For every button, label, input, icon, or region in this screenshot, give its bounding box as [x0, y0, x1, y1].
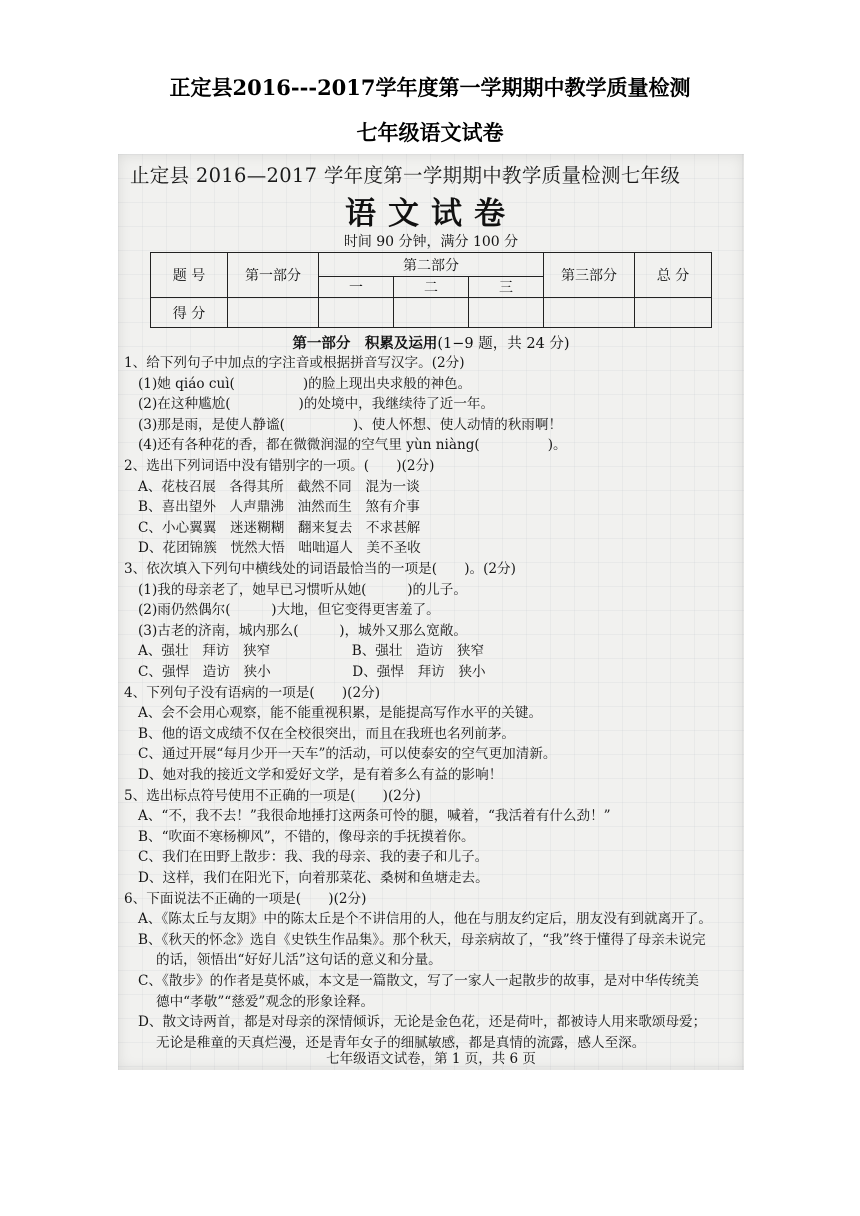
- question-line: (3)古老的济南，城内那么( )，城外又那么宽敞。: [138, 622, 467, 639]
- question-line: D、这样，我们在阳光下，向着那菜花、桑树和鱼塘走去。: [138, 870, 489, 886]
- score-cell: [469, 298, 544, 328]
- page-footer: 七年级语文试卷，第 1 页，共 6 页: [326, 1051, 536, 1067]
- exam-time-info: 时间 90 分钟，满分 100 分: [343, 234, 519, 250]
- question-line: 无论是稚童的天真烂漫，还是青年女子的细腻敏感，都是真情的流露，感人至深。: [156, 1034, 646, 1051]
- question-line: D、花团锦簇 恍然大悟 咄咄逼人 美不圣收: [138, 540, 421, 557]
- question-stem: 5、选出标点符号使用不正确的一项是( )(2分): [124, 787, 421, 804]
- score-table-header-part1: 第一部分: [228, 253, 319, 298]
- question-line: D、她对我的接近文学和爱好文学，是有着多么有益的影响！: [138, 767, 503, 783]
- document-title: 正定县2016---2017学年度第一学期期中教学质量检测: [169, 75, 691, 100]
- section-title-note: (1−9 题，共 24 分): [437, 336, 570, 352]
- score-table-header-part2: 第二部分: [319, 253, 544, 277]
- question-line: C、我们在田野上散步：我、我的母亲、我的妻子和儿子。: [138, 849, 489, 866]
- question-line: A、会不会用心观察，能不能重视积累，是能提高写作水平的关键。: [138, 705, 543, 722]
- question-line: 德中“孝敬”“慈爱”观念的形象诠释。: [156, 993, 375, 1010]
- score-cell: [319, 298, 394, 328]
- question-line: C、通过开展“每月少开一天车”的活动，可以使泰安的空气更加清新。: [138, 746, 557, 763]
- question-stem: 3、依次填入下列句中横线处的词语最恰当的一项是( )。(2分): [124, 561, 516, 577]
- question-line: A、花枝召展 各得其所 截然不同 混为一谈: [138, 478, 420, 495]
- question-stem: 4、下列句子没有语病的一项是( )(2分): [124, 684, 381, 701]
- question-stem: 1、给下列句子中加点的字注音或根据拼音写汉字。(2分): [124, 355, 465, 371]
- score-table-sub-3: 三: [469, 277, 544, 298]
- question-line: A、《陈太丘与友期》中的陈太丘是个不讲信用的人，他在与朋友约定后，朋友没有到就离开了。: [138, 911, 712, 928]
- exam-header: 止定县 2016—2017 学年度第一学期期中教学质量检测七年级: [130, 164, 681, 187]
- exam-subject-title: 语文试卷: [345, 196, 517, 232]
- question-stem: 2、选出下列词语中没有错别字的一项。( )(2分): [124, 458, 435, 474]
- score-cell: [544, 298, 635, 328]
- question-line: B、《秋天的怀念》选自《史铁生作品集》。那个秋天，母亲病故了，“我”终于懂得了母亲未说完: [138, 931, 706, 948]
- question-line: (1)她 qiáo cuì( )的脸上现出央求般的神色。: [138, 375, 472, 392]
- question-line: B、喜出望外 人声鼎沸 油然而生 煞有介事: [138, 499, 420, 516]
- question-line: (4)还有各种花的香，都在微微润湿的空气里 yùn niàng( )。: [138, 437, 567, 454]
- score-table: [150, 252, 712, 328]
- question-stem: 6、下面说法不正确的一项是( )(2分): [124, 890, 367, 907]
- score-table-sub-2: 二: [394, 277, 469, 298]
- question-line: B、他的语文成绩不仅在全校很突出，而且在我班也名列前茅。: [138, 725, 516, 742]
- question-line: B、“吹面不寒杨柳风”，不错的，像母亲的手抚摸着你。: [138, 828, 475, 845]
- question-line: A、“不，我不去！”我很命地捶打这两条可怜的腿，喊着，“我活着有什么劲！”: [138, 808, 611, 825]
- section-title-main: 第一部分 积累及运用: [292, 335, 438, 352]
- question-line: C、小心翼翼 迷迷糊糊 翻来复去 不求甚解: [138, 519, 421, 536]
- score-table-header-total: 总 分: [635, 253, 712, 298]
- question-line: C、强悍 造访 狭小 D、强悍 拜访 狭小: [138, 664, 486, 680]
- question-line: (3)那是雨，是使人静谧( )、使人怀想、使人动情的秋雨啊！: [138, 416, 563, 433]
- question-line: 的话，领悟出“好好儿活”这句话的意义和分量。: [156, 952, 442, 969]
- question-line: C、《散步》的作者是莫怀戚，本文是一篇散文，写了一家人一起散步的故事，是对中华传统美: [138, 973, 699, 989]
- question-line: (1)我的母亲老了，她早已习惯听从她( )的儿子。: [138, 581, 467, 598]
- score-cell: [228, 298, 319, 328]
- score-table-header-number: 题 号: [151, 253, 228, 298]
- section-title: [118, 332, 744, 353]
- score-cell: [635, 298, 712, 328]
- scanned-exam-page: [118, 154, 744, 1070]
- question-line: (2)在这种尴尬( )的处境中，我继续待了近一年。: [138, 396, 495, 413]
- score-cell: [394, 298, 469, 328]
- score-table-sub-1: 一: [319, 277, 394, 298]
- question-line: A、强壮 拜访 狭窄 B、强壮 造访 狭窄: [138, 643, 485, 660]
- score-table-header-part3: 第三部分: [544, 253, 635, 298]
- question-line: D、散文诗两首，都是对母亲的深情倾诉，无论是金色花，还是荷叶，都被诗人用来歌颂母爱；: [138, 1014, 707, 1031]
- document-subtitle: 七年级语文试卷: [356, 120, 504, 145]
- question-line: (2)雨仍然偶尔( )大地，但它变得更害羞了。: [138, 602, 440, 619]
- score-table-row-label: 得 分: [151, 298, 228, 328]
